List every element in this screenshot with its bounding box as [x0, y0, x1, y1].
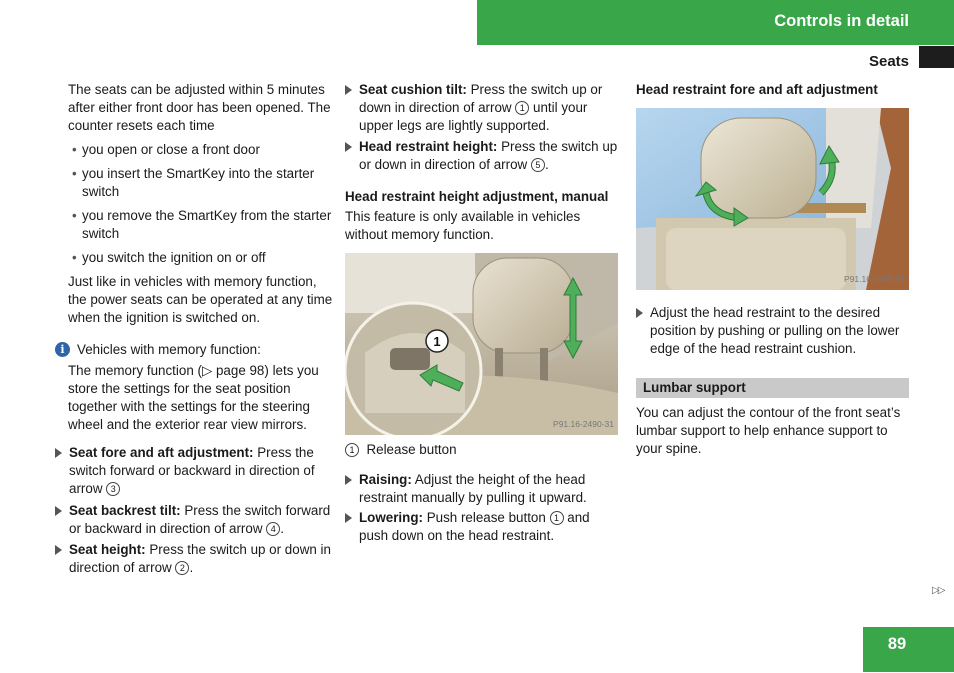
section-tab-marker [919, 46, 954, 68]
chapter-title: Controls in detail [774, 12, 909, 30]
triangle-bullet-icon [345, 142, 352, 152]
instruction-item: Seat backrest tilt: Press the switch forward or backward in direction of arrow 4 . [55, 502, 335, 538]
column-2 [345, 81, 620, 545]
instruction-item: Adjust the head restraint to the desired position by pushing or pulling on the lower edge of the head restraint cushion. [636, 304, 909, 358]
column-1 [55, 81, 335, 577]
arrow-number-badge: 5 [531, 158, 545, 172]
instruction-item: Head restraint height: Press the switch up or down in direction of arrow 5 . [345, 138, 620, 174]
triangle-bullet-icon [55, 545, 62, 555]
figure-code: P91.16-2498-31 [844, 274, 905, 284]
arrow-number-badge: 1 [515, 101, 529, 115]
head-restraint-height-illustration [345, 253, 618, 435]
arrow-number-badge: 3 [106, 482, 120, 496]
list-item: • you insert the SmartKey into the starter switch [68, 165, 335, 201]
triangle-bullet-icon [345, 475, 352, 485]
list-item: • you remove the SmartKey from the starter switch [68, 207, 335, 243]
triangle-bullet-icon [345, 513, 352, 523]
head-restraint-height-figure [345, 253, 618, 435]
page-number-box [863, 627, 954, 672]
triangle-bullet-icon [636, 308, 643, 318]
callout-number-badge: 1 [345, 443, 359, 457]
column-3 [636, 81, 909, 458]
figure-caption: 1 Release button [345, 441, 620, 459]
subheading-manual-height: Head restraint height adjustment, manual [345, 189, 609, 204]
instruction-item: Seat fore and aft adjustment: Press the switch forward or backward in direction of arrow 3 [55, 444, 335, 498]
figure-code: P91.16-2490-31 [553, 419, 614, 429]
page-number: 89 [887, 635, 907, 653]
lumbar-paragraph: You can adjust the contour of the front seat’s lumbar support to help enhance support to your spine. [636, 405, 901, 456]
head-restraint-fore-aft-illustration [636, 108, 909, 290]
arrow-number-badge: 1 [550, 511, 564, 525]
page-reference-link[interactable]: ▷ page 98 [201, 363, 265, 378]
info-note [55, 341, 335, 359]
list-item: • you open or close a front door [68, 141, 335, 159]
triangle-bullet-icon [55, 448, 62, 458]
arrow-number-badge: 4 [266, 522, 280, 536]
instruction-item: Seat cushion tilt: Press the switch up or down in direction of arrow 1 until your upper legs are lightly supported. [345, 81, 620, 135]
info-title: Vehicles with memory function: [77, 342, 261, 357]
info-icon: i [55, 342, 70, 357]
header-bar [477, 0, 954, 45]
triangle-bullet-icon [345, 85, 352, 95]
subheading-fore-aft: Head restraint fore and aft adjustment [636, 82, 878, 97]
instruction-item: Lowering: Push release button 1 and push down on the head restraint. [345, 509, 620, 545]
list-item: • you switch the ignition on or off [68, 249, 335, 267]
head-restraint-fore-aft-figure [636, 108, 909, 290]
power-seat-paragraph: Just like in vehicles with memory function, the power seats can be operated at any time when the ignition is switched on. [68, 274, 333, 325]
lumbar-support-heading: Lumbar support [636, 378, 909, 398]
arrow-number-badge: 2 [175, 561, 189, 575]
instruction-item: Seat height: Press the switch up or down in direction of arrow 2 . [55, 541, 335, 577]
memory-note: This feature is only available in vehicles without memory function. [345, 209, 581, 242]
intro-paragraph: The seats can be adjusted within 5 minutes after either front door has been opened. The counter resets each time [68, 82, 331, 133]
instruction-item: Raising: Adjust the height of the head restraint manually by pulling it upward. [345, 471, 620, 507]
figure-callout-number: 1 [433, 334, 441, 349]
section-title: Seats [868, 53, 909, 70]
info-text: The memory function (▷ page 98) lets you store the settings for the seat position together with the settings for the steering wheel and the exterior rear view mirrors. [68, 363, 319, 432]
triangle-bullet-icon [55, 506, 62, 516]
continue-arrows-icon: ▷▷ [932, 585, 944, 596]
